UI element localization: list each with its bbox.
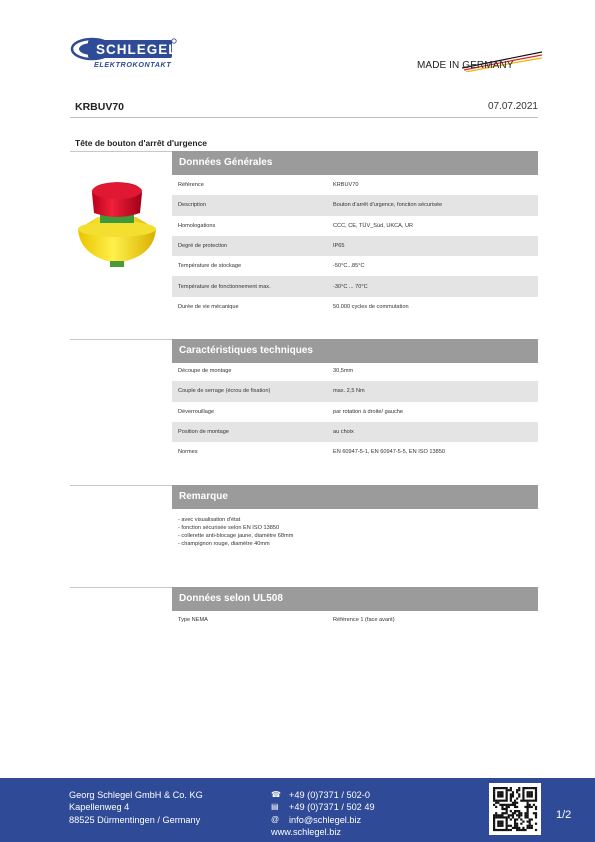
technical-table	[172, 361, 538, 462]
table-row: Référence KRBUV70	[178, 182, 359, 189]
list-item: - collerette anti-blocage jaune, diamètre 68mm	[178, 533, 294, 540]
email-icon: @	[271, 814, 280, 824]
section-ul508-rule	[70, 587, 172, 588]
phone-icon: ☎	[271, 790, 281, 799]
fax-number: +49 (0)7371 / 502 49	[289, 802, 375, 813]
page-number: 1/2	[556, 809, 572, 821]
footer-address	[69, 789, 203, 826]
made-in-germany: MADE IN GERMANY	[417, 60, 514, 71]
list-item: - champignon rouge, diamètre 40mm	[178, 541, 270, 548]
logo-brand-text: SCHLEGEL	[96, 42, 178, 57]
header-divider	[70, 117, 538, 118]
table-row: Découpe de montage 30,5mm	[178, 368, 354, 375]
section-general-rule	[70, 151, 172, 152]
section-ul508-header: Données selon UL508	[172, 587, 538, 611]
list-item: - fonction sécurisée selon EN ISO 13850	[178, 525, 280, 532]
general-table	[172, 175, 538, 317]
table-row: Couple de serrage (écrou de fixation) max. 2,5 Nm	[172, 381, 538, 401]
footer-contact	[271, 789, 375, 839]
table-row: Homologations CCC, CE, TÜV_Süd, UKCA, UR	[178, 222, 414, 229]
company-city: 88525 Dürmentingen / Germany	[69, 814, 201, 825]
section-remarks-header: Remarque	[172, 485, 538, 509]
remarks-list	[178, 516, 293, 548]
list-item: - avec visualisation d'état	[178, 517, 241, 523]
schlegel-logo	[70, 36, 180, 72]
qr-code-icon	[489, 783, 541, 835]
logo-sub-text: ELEKTROKONTAKT	[94, 60, 172, 69]
table-row: Type NEMA Référence 1 (face avant)	[178, 617, 395, 624]
product-image	[70, 177, 164, 273]
section-technical-rule	[70, 339, 172, 340]
product-title: Tête de bouton d'arrêt d'urgence	[75, 138, 208, 148]
fax-icon: ▤	[271, 802, 279, 812]
web-link[interactable]: www.schlegel.biz	[271, 827, 341, 838]
document-date: 07.07.2021	[487, 101, 538, 112]
company-name: Georg Schlegel GmbH & Co. KG	[69, 790, 203, 800]
part-number: KRBUV70	[75, 101, 125, 113]
table-row: Température de stockage -50°C...85°C	[178, 263, 365, 270]
phone-number: +49 (0)7371 / 502-0	[289, 790, 370, 800]
table-row: Déverrouillage par rotation à droite/ gauche	[178, 408, 403, 415]
table-row: Position de montage au choix	[172, 422, 538, 442]
table-row: Durée de vie mécanique 50.000 cycles de commutation	[178, 303, 409, 310]
table-row: Description Bouton d'arrêt d'urgence, fonction sécurisée	[172, 195, 538, 215]
table-row: Normes EN 60947-5-1, EN 60947-5-5, EN ISO 13850	[178, 449, 445, 456]
ul508-table	[172, 610, 538, 630]
table-row: Température de fonctionnement max. -30°C ... 70°C	[172, 276, 538, 296]
email-link[interactable]: info@schlegel.biz	[289, 814, 362, 825]
company-street: Kapellenweg 4	[69, 802, 130, 813]
section-technical-header: Caractéristiques techniques	[172, 339, 538, 363]
section-remarks-rule	[70, 485, 172, 486]
table-row: Degré de protection IP65	[172, 236, 538, 256]
section-general-header: Données Générales	[172, 151, 538, 175]
